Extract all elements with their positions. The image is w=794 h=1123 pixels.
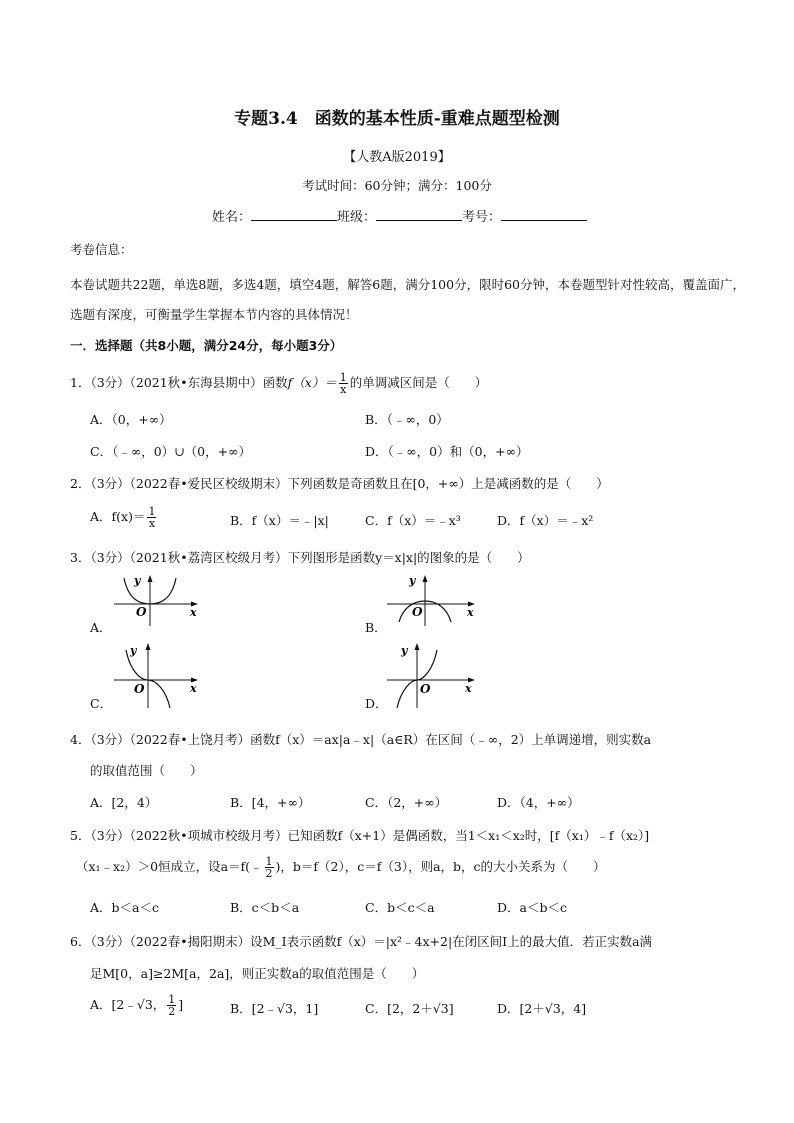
exam-info: 考试时间：60分钟；满分：100分 <box>302 178 492 193</box>
y-label: y <box>134 574 141 587</box>
x-label: x <box>190 682 197 695</box>
y-label: y <box>130 644 137 657</box>
q1-option-c[interactable]: C．（﹣∞，0）∪（0，+∞） <box>90 444 251 459</box>
q6-option-c[interactable]: C．[2，2＋√3] <box>365 1001 454 1016</box>
q5-option-d[interactable]: D．a＜b＜c <box>497 900 567 915</box>
number-field[interactable] <box>501 208 587 221</box>
y-label: y <box>409 574 416 587</box>
origin-label: O <box>420 682 431 696</box>
q2-option-b[interactable]: B．f（x）＝﹣|x| <box>230 513 329 528</box>
q1-fraction <box>339 372 348 395</box>
question-3-stem: 3．（3分）（2021秋•荔湾区校级月考）下列图形是函数y＝x|x|的图象的是（ ） <box>70 550 530 565</box>
q6-option-b[interactable]: B．[2﹣√3，1] <box>230 1001 319 1016</box>
q4-option-c[interactable]: C．（2，+∞） <box>365 795 448 810</box>
q3-option-c[interactable]: C． <box>90 696 113 711</box>
name-field[interactable] <box>251 208 337 221</box>
question-5-stem-line1: 5．（3分）（2022秋•项城市校级月考）已知函数f（x+1）是偶函数，当1＜x₁＜x₂时，[f（x₁）﹣f（x₂）] <box>70 828 650 843</box>
name-label: 姓名： <box>212 210 252 225</box>
x-label: x <box>190 606 197 619</box>
question-6-stem-line1: 6．（3分）（2022春•揭阳期末）设M_I表示函数f（x）＝|x²﹣4x+2|在闭区间I上的最大值．若正实数a满 <box>70 934 653 949</box>
y-arrow <box>146 643 151 650</box>
q5-option-c[interactable]: C．b＜c＜a <box>365 900 435 915</box>
q4-option-d[interactable]: D．（4，+∞） <box>497 795 580 810</box>
x-label: x <box>467 606 474 619</box>
q3-option-a[interactable]: A． <box>90 620 112 635</box>
q6-a-post: ] <box>178 997 184 1012</box>
q1-frac-den: x <box>340 383 347 396</box>
q1-option-b[interactable]: B．（﹣∞，0） <box>365 412 449 427</box>
x-label: x <box>465 682 472 695</box>
q6-option-a[interactable] <box>90 994 183 1017</box>
student-fields <box>212 206 587 225</box>
origin-label: O <box>136 605 147 619</box>
q5-stem-l2b: )，b＝f（2），c＝f（3），则a，b，c的大小关系为（ ） <box>275 859 606 874</box>
question-6-stem-line2: 足M[0，a]≥2M[a，2a]，则正实数a的取值范围是（ ） <box>90 966 425 981</box>
question-1-stem <box>70 372 487 395</box>
origin-label: O <box>412 605 423 619</box>
q3-option-d[interactable]: D． <box>365 696 388 711</box>
edition-label: 【人教A版2019】 <box>343 150 451 165</box>
q2-option-c[interactable]: C．f（x）＝﹣x³ <box>365 513 461 528</box>
q2-a-pre: A．f(x)＝ <box>90 509 146 524</box>
q2-option-a[interactable] <box>90 506 158 529</box>
q1-stem-b: 的单调减区间是（ ） <box>349 375 488 390</box>
q6-a-fraction <box>167 994 176 1017</box>
q4-option-b[interactable]: B．[4，+∞） <box>230 795 311 810</box>
q2-a-den: x <box>148 517 156 530</box>
question-5-stem-line2 <box>76 856 606 879</box>
info-heading: 考卷信息： <box>70 242 133 257</box>
q1-option-a[interactable]: A．（0，+∞） <box>90 412 172 427</box>
q4-option-a[interactable]: A．[2，4） <box>90 795 158 810</box>
q6-a-pre: A．[2﹣√3， <box>90 997 166 1012</box>
section-title: 一．选择题（共8小题，满分24分，每小题3分） <box>70 338 343 353</box>
q5-frac-den: 2 <box>265 867 273 880</box>
q3-graph-d[interactable] <box>385 640 480 710</box>
y-arrow <box>415 643 420 650</box>
q5-fraction <box>265 856 274 879</box>
class-label: 班级： <box>337 210 377 225</box>
q5-option-b[interactable]: B．c＜b＜a <box>230 900 300 915</box>
q6-a-num: 1 <box>168 993 176 1006</box>
q2-option-d[interactable]: D．f（x）＝﹣x² <box>497 513 594 528</box>
y-arrow <box>148 575 153 582</box>
q6-a-den: 2 <box>168 1005 176 1018</box>
q3-graph-b[interactable] <box>385 572 480 628</box>
q5-stem-l2a: （x₁﹣x₂）＞0恒成立，设a＝f(﹣ <box>76 859 263 874</box>
q2-a-fraction <box>147 506 156 529</box>
q1-frac-num: 1 <box>339 371 347 384</box>
q5-frac-num: 1 <box>265 855 273 868</box>
question-4-stem-line2: 的取值范围（ ） <box>90 763 203 778</box>
question-2-stem: 2．（3分）（2022春•爱民区校级期末）下列函数是奇函数且在[0，+∞）上是减函数的是（ ） <box>70 476 609 491</box>
question-4-stem-line1: 4．（3分）（2022春•上饶月考）函数f（x）＝ax|a﹣x|（a∈R）在区间（﹣∞，2）上单调递增，则实数a <box>70 732 652 747</box>
page-title: 专题3.4 函数的基本性质-重难点题型检测 <box>234 109 560 129</box>
q3-option-b[interactable]: B． <box>365 620 387 635</box>
q2-a-num: 1 <box>148 505 156 518</box>
y-arrow <box>423 575 428 582</box>
q3-graph-a[interactable] <box>112 572 202 628</box>
y-label: y <box>401 644 408 657</box>
q1-stem-a: 1．（3分）（2021秋•东海县期中）函数 <box>70 375 288 390</box>
q1-option-d[interactable]: D．（﹣∞，0）和（0，+∞） <box>365 444 529 459</box>
number-label: 考号： <box>462 210 502 225</box>
q5-option-a[interactable]: A．b＜a＜c <box>90 900 159 915</box>
info-body: 本卷试题共22题，单选8题，多选4题，填空4题，解答6题，满分100分，限时60分钟，本卷题型针对性较高，覆盖面广，选题有深度，可衡量学生掌握本节内容的具体情况！ <box>70 277 745 322</box>
q1-func: f（x）＝ <box>287 375 337 390</box>
q6-option-d[interactable]: D．[2＋√3，4] <box>497 1001 587 1016</box>
origin-label: O <box>134 682 145 696</box>
class-field[interactable] <box>376 208 462 221</box>
q3-graph-c[interactable] <box>112 640 202 710</box>
